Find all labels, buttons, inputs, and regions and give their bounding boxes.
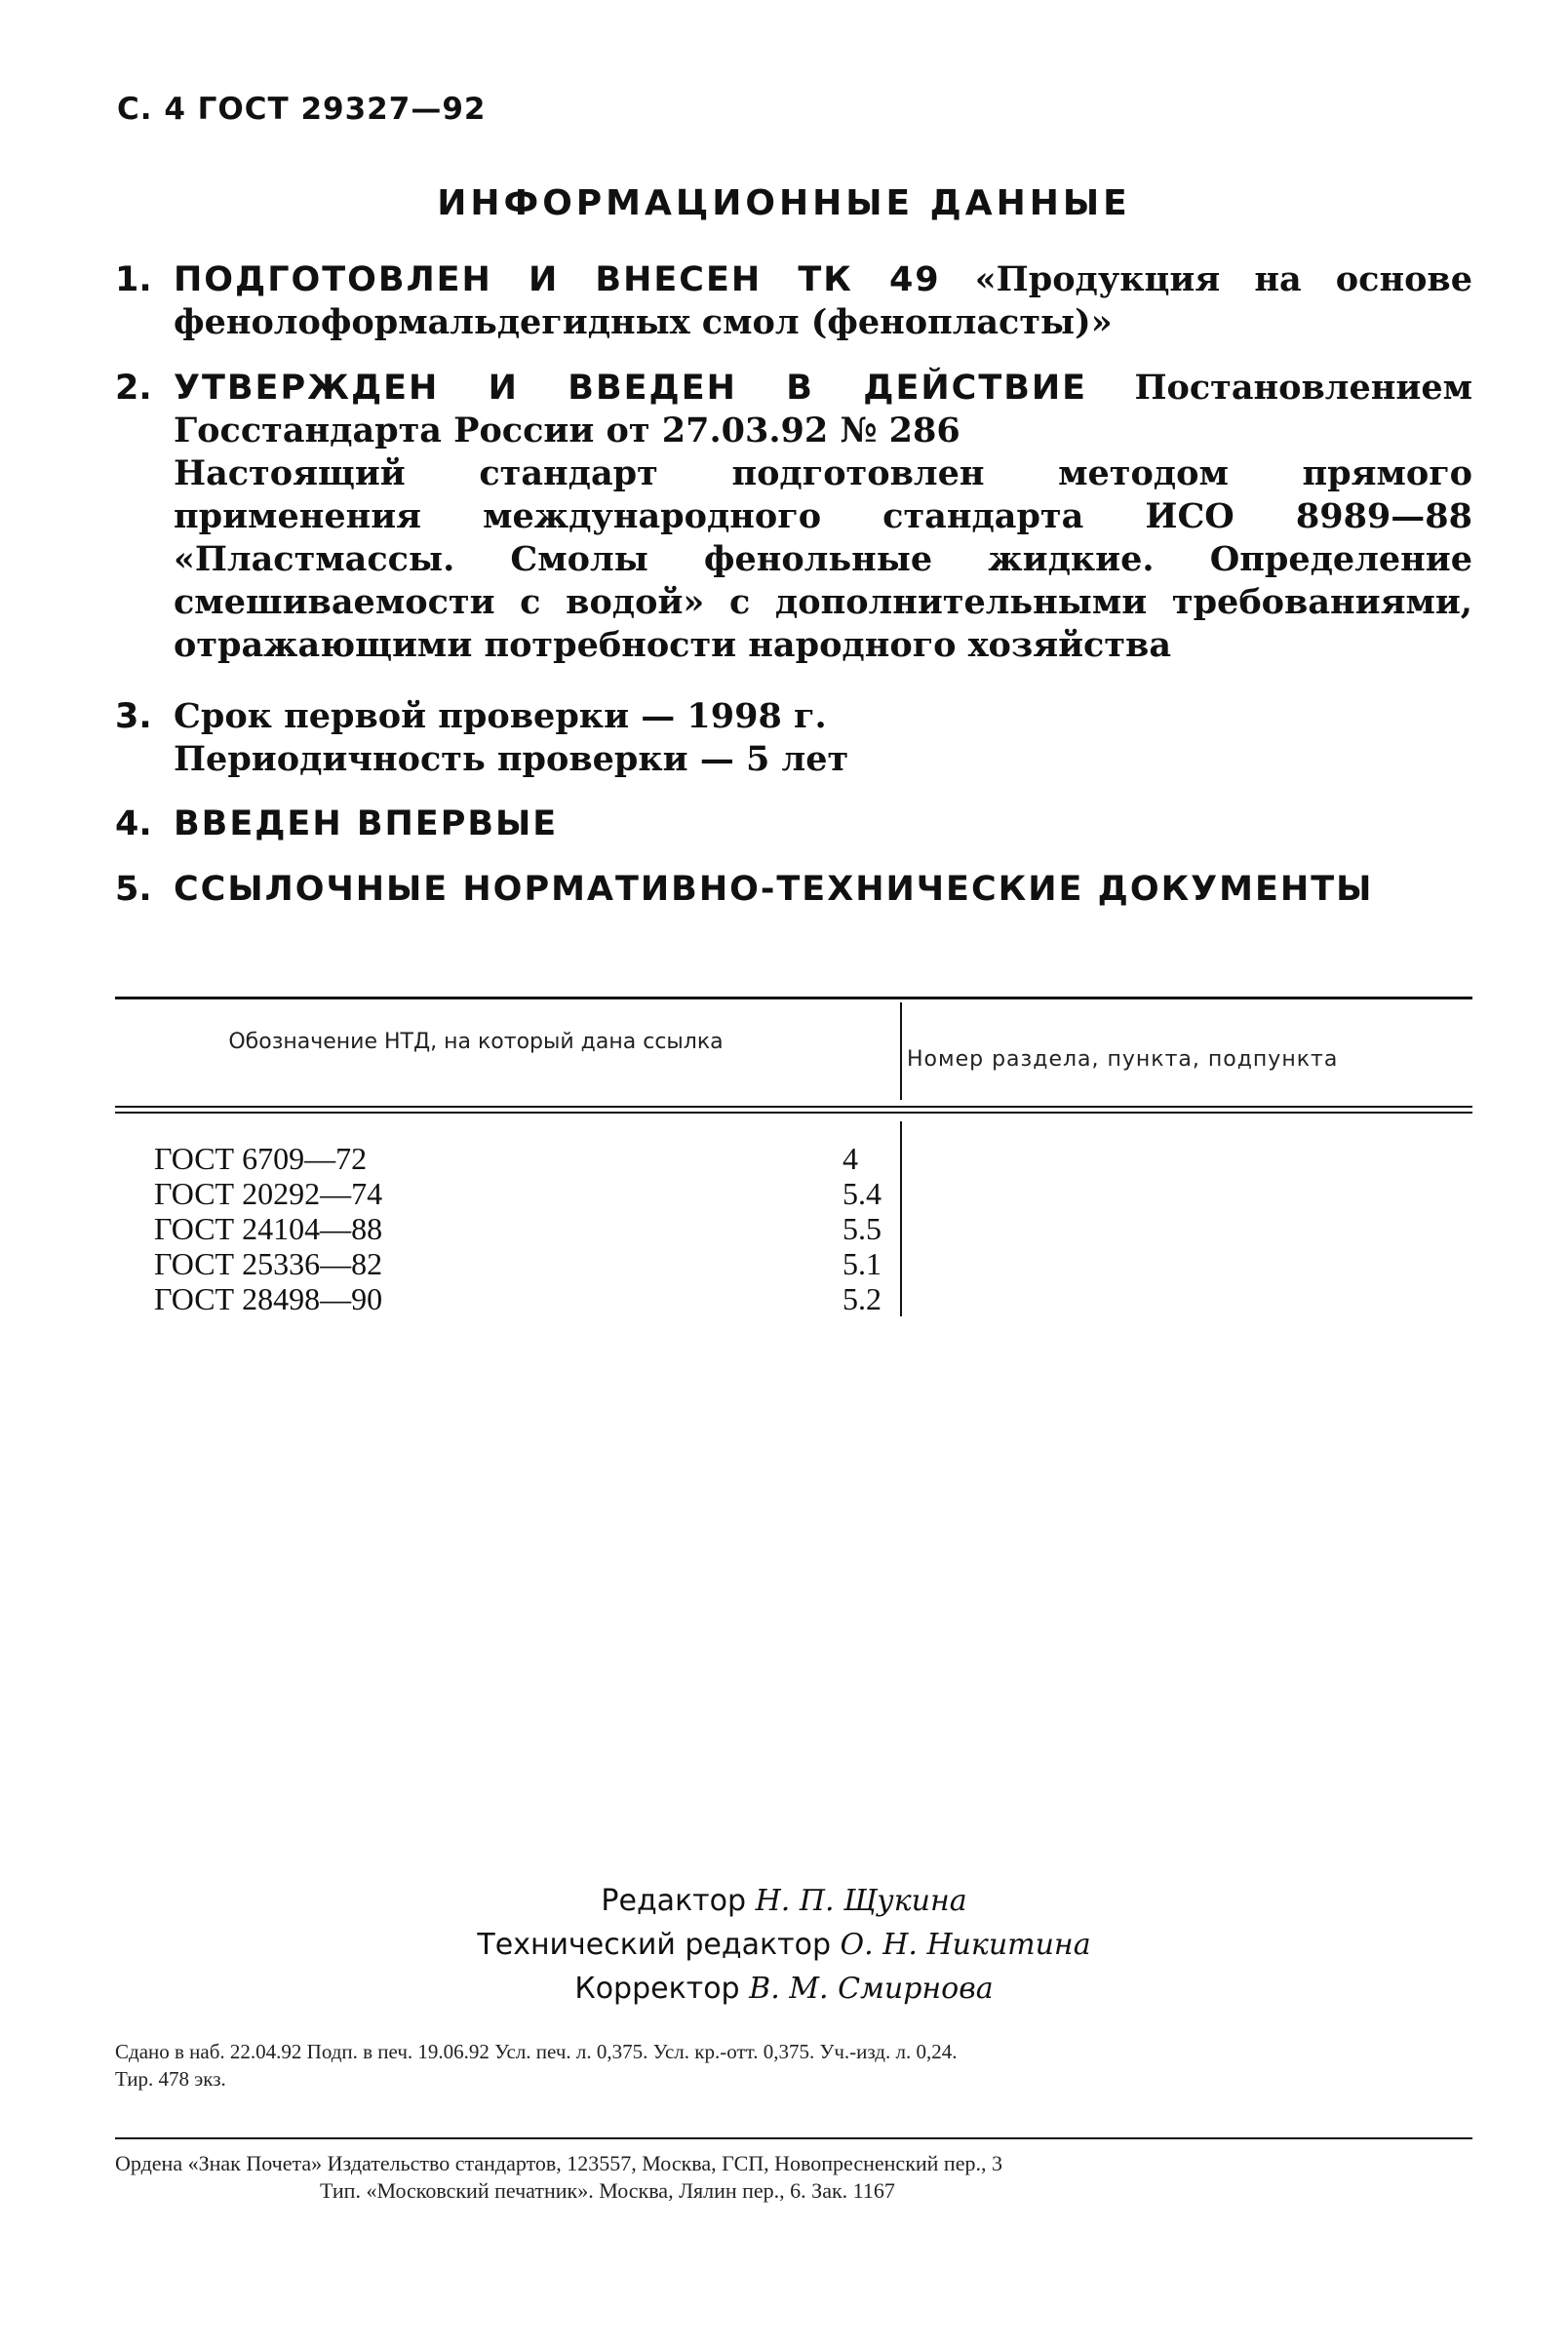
section-heading: ПОДГОТОВЛЕН И ВНЕСЕН ТК 49 [174,260,941,299]
table-cell-designation: ГОСТ 28498—90 [154,1281,383,1316]
table-cell-section: 5.4 [843,1176,882,1211]
table-cell-section: 5.2 [843,1281,882,1316]
section-heading: ВВЕДЕН ВПЕРВЫЕ [174,804,559,843]
staff-name: О. Н. Никитина [840,1928,1091,1962]
table-row [154,1246,1422,1281]
table-cell-designation: ГОСТ 25336—82 [154,1246,383,1281]
section-number: 5. [115,870,152,909]
tech-editor-line [0,1923,1568,1967]
section-number: 3. [115,697,152,736]
first-review-text: Срок первой проверки — 1998 г. [174,696,827,736]
table-cell-section: 5.5 [843,1211,882,1246]
imprint-line: Сдано в наб. 22.04.92 Подп. в печ. 19.06.92 Усл. печ. л. 0,375. Усл. кр.-отт. 0,375. Уч.-изд. л. 0,24. [115,2040,958,2063]
publisher-line: Ордена «Знак Почета» Издательство стандартов, 123557, Москва, ГСП, Новопресненский пер., 3 [115,2151,1002,2175]
section-heading: УТВЕРЖДЕН И ВВЕДЕН В ДЕЙСТВИЕ [174,369,1088,408]
staff-name: Н. П. Щукина [755,1884,967,1918]
table-cell-designation: ГОСТ 24104—88 [154,1211,383,1246]
section-number: 2. [115,369,152,408]
staff-credits [0,1879,1568,2011]
table-row [154,1281,1422,1316]
publisher-info [115,2150,1472,2205]
section-text: «Продукция на основе фенолоформальдегидных смол (фенопласты)» [174,259,1472,342]
table-header-rule [115,1112,1472,1114]
section-body [174,802,1472,845]
table-top-rule [115,997,1472,999]
table-header-rule [115,1106,1472,1108]
section-body [174,695,1472,781]
staff-name: В. М. Смирнова [749,1972,994,2006]
table-row [154,1211,1422,1246]
section-body [174,868,1472,911]
review-period-text: Периодичность проверки — 5 лет [174,739,849,779]
table-header-divider [900,1002,902,1100]
table-row [154,1141,1422,1176]
section-2 [115,367,1472,667]
table-row [154,1176,1422,1211]
editor-line [0,1879,1568,1923]
staff-role: Корректор [574,1972,740,2006]
table-cell-section: 5.1 [843,1246,882,1281]
section-heading: ССЫЛОЧНЫЕ НОРМАТИВНО-ТЕХНИЧЕСКИЕ ДОКУМЕНТЫ [174,870,1374,909]
section-3 [115,695,1472,781]
imprint [115,2038,1472,2093]
printer-line: Тип. «Московский печатник». Москва, Лялин пер., 6. Зак. 1167 [320,2178,895,2203]
imprint-line: Тир. 478 экз. [115,2067,226,2091]
section-4 [115,802,1472,845]
proofreader-line [0,1967,1568,2011]
section-body [174,367,1472,667]
section-number: 4. [115,804,152,843]
section-5 [115,868,1472,911]
section-text: Постановлением Госстандарта России от 27.03.92 № 286 [174,368,1472,450]
section-1 [115,258,1472,344]
table-cell-designation: ГОСТ 20292—74 [154,1176,383,1211]
table-cell-section: 4 [843,1141,858,1176]
section-note: Настоящий стандарт подготовлен методом прямого применения международного стандарта ИСО 8989—88 «Пластмассы. Смолы фенольные жидкие. Определение смешиваемости с водой» с дополнительными требованиями, отражающими потребности народного хозяйства [174,453,1472,665]
page-header: С. 4 ГОСТ 29327—92 [117,92,487,127]
staff-role: Технический редактор [477,1928,831,1962]
staff-role: Редактор [601,1884,747,1918]
table-body [154,1141,1422,1316]
document-title: ИНФОРМАЦИОННЫЕ ДАННЫЕ [437,183,1131,223]
publisher-rule [115,2137,1472,2139]
table-cell-designation: ГОСТ 6709—72 [154,1141,368,1176]
section-number: 1. [115,260,152,299]
table-header [115,1014,1472,1107]
table-header-designation: Обозначение НТД, на который дана ссылка [228,1030,724,1054]
section-body [174,258,1472,344]
table-header-section: Номер раздела, пункта, подпункта [907,1047,1339,1072]
